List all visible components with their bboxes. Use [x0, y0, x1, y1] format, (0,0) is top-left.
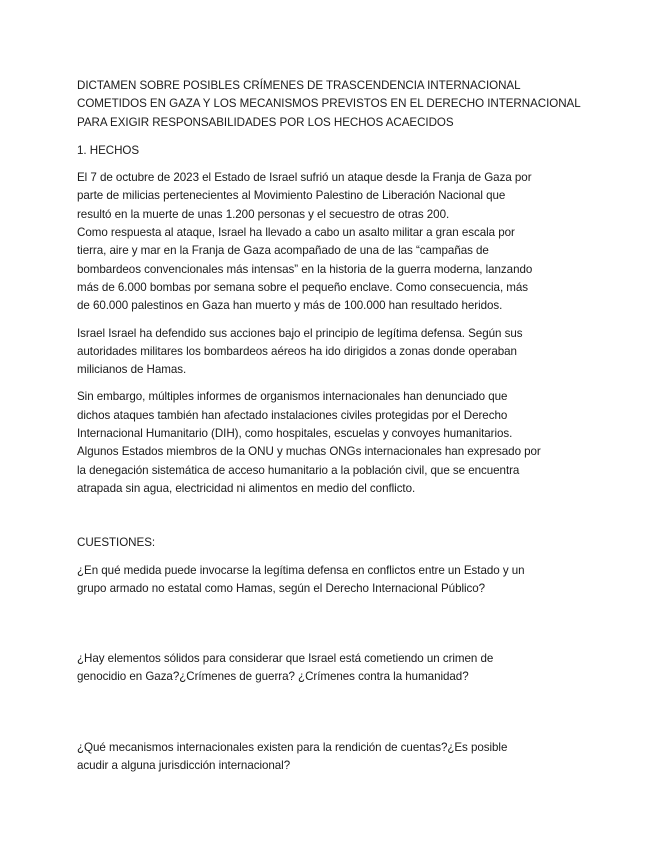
paragraph-line: El 7 de octubre de 2023 el Estado de Israel sufrió un ataque desde la Franja de Gaza por: [77, 171, 532, 185]
question-line: acudir a alguna jurisdicción internacional?: [77, 759, 291, 773]
title-line: DICTAMEN SOBRE POSIBLES CRÍMENES DE TRASCENDENCIA INTERNACIONAL: [77, 79, 521, 92]
paragraph-line: milicianos de Hamas.: [77, 363, 187, 377]
paragraph-line: resultó en la muerte de unas 1.200 personas y el secuestro de otras 200.: [77, 207, 450, 221]
document-body: [77, 77, 582, 775]
question-line: genocidio en Gaza?¿Crímenes de guerra? ¿Crímenes contra la humanidad?: [77, 670, 469, 684]
paragraph-line: autoridades militares los bombardeos aéreos ha ido dirigidos a zonas donde operaban: [77, 344, 517, 358]
paragraph-line: de 60.000 palestinos en Gaza han muerto y más de 100.000 han resultado heridos.: [77, 299, 503, 313]
paragraph-line: bombardeos convencionales más intensas” en la historia de la guerra moderna, lanzando: [77, 262, 533, 276]
paragraph-line: Sin embargo, múltiples informes de organismos internacionales han denunciado que: [77, 390, 508, 404]
title-line: PARA EXIGIR RESPONSABILIDADES POR LOS HECHOS ACAECIDOS: [77, 115, 454, 129]
section-heading-text: CUESTIONES:: [77, 536, 156, 550]
question-line: ¿Qué mecanismos internacionales existen para la rendición de cuentas?¿Es posible: [77, 740, 508, 754]
document-title: [77, 77, 582, 132]
paragraph-line: tierra, aire y mar en la Franja de Gaza acompañado de una de las “campañas de: [77, 244, 489, 258]
paragraph-line: más de 6.000 bombas por semana sobre el pequeño enclave. Como consecuencia, más: [77, 280, 529, 294]
question-2: [77, 650, 582, 687]
paragraph-line: Israel Israel ha defendido sus acciones bajo el principio de legítima defensa. Según sus: [77, 326, 523, 340]
paragraph-line: parte de milicias pertenecientes al Movimiento Palestino de Liberación Nacional que: [77, 189, 506, 203]
paragraph-hechos-2: [77, 325, 582, 380]
paragraph-hechos-1: [77, 169, 582, 315]
paragraph-line: la denegación sistemática de acceso humanitario a la población civil, que se encuentra: [77, 463, 520, 477]
paragraph-line: atrapada sin agua, electricidad ni alimentos en medio del conflicto.: [77, 481, 416, 495]
question-line: grupo armado no estatal como Hamas, según el Derecho Internacional Público?: [77, 581, 486, 595]
question-line: ¿Hay elementos sólidos para considerar que Israel está cometiendo un crimen de: [77, 652, 494, 666]
question-1: [77, 562, 582, 599]
title-line: COMETIDOS EN GAZA Y LOS MECANISMOS PREVISTOS EN EL DERECHO INTERNACIONAL: [77, 97, 581, 111]
paragraph-hechos-3: [77, 388, 582, 498]
question-3: [77, 739, 582, 776]
paragraph-line: Como respuesta al ataque, Israel ha llevado a cabo un asalto militar a gran escala por: [77, 226, 515, 240]
question-line: ¿En qué medida puede invocarse la legítima defensa en conflictos entre un Estado y un: [77, 563, 525, 577]
paragraph-line: Internacional Humanitario (DIH), como hospitales, escuelas y convoyes humanitarios.: [77, 427, 513, 441]
section-heading-cuestiones: [77, 534, 582, 552]
section-heading-hechos: [77, 142, 582, 160]
paragraph-line: Algunos Estados miembros de la ONU y muchas ONGs internacionales han expresado por: [77, 445, 541, 459]
section-heading-text: 1. HECHOS: [77, 143, 140, 157]
paragraph-line: dichos ataques también han afectado instalaciones civiles protegidas por el Derecho: [77, 408, 508, 422]
